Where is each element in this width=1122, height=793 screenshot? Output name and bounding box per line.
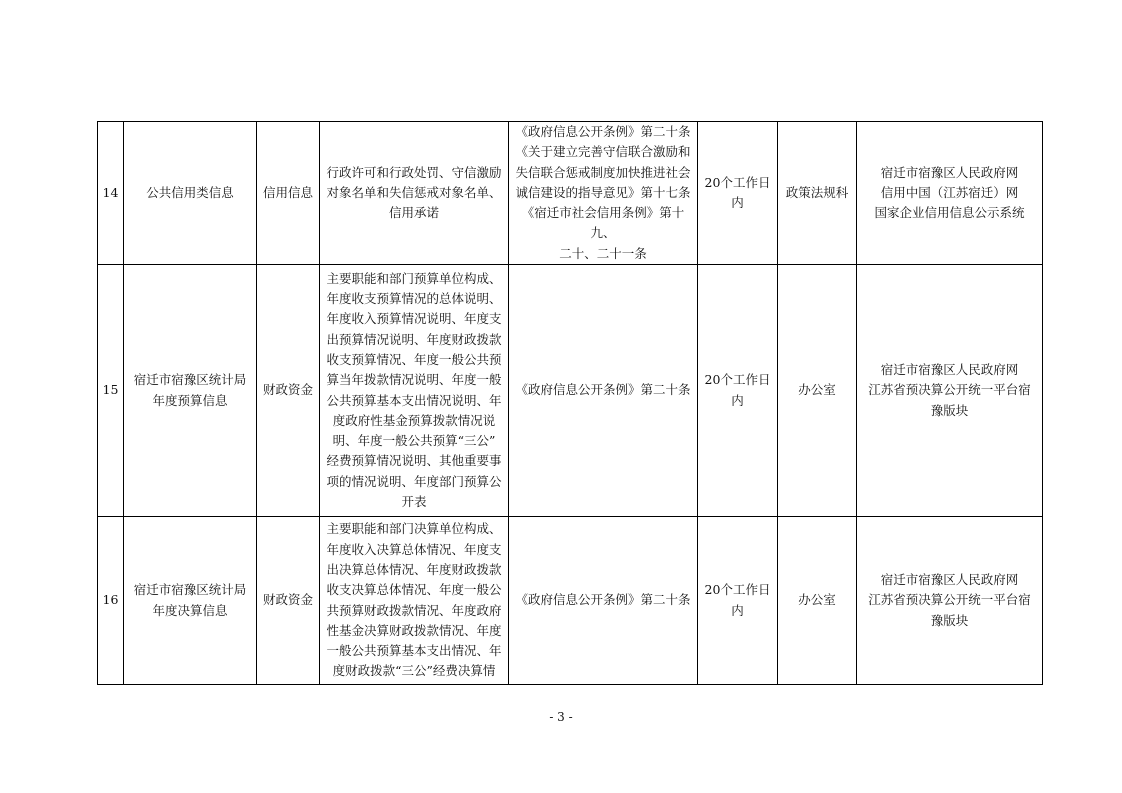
row-number: 16 xyxy=(98,517,124,685)
content-line: 公共预算基本支出情况说明、年 xyxy=(326,392,502,408)
channel-cell xyxy=(857,517,1043,685)
content-line: 明、年度一般公共预算“三公” xyxy=(332,433,496,449)
item-line: 年度决算信息 xyxy=(152,602,228,618)
basis-line: 《宿迁市社会信用条例》第十九、 xyxy=(521,205,685,241)
time-limit: 20个工作日内 xyxy=(698,122,778,265)
item-name xyxy=(124,517,257,685)
department: 政策法规科 xyxy=(778,122,857,265)
content-line: 项的情况说明、年度部门预算公 xyxy=(326,473,502,489)
channel-cell xyxy=(857,122,1043,265)
disclosure-table xyxy=(97,121,1043,685)
basis-line: 《政府信息公开条例》第二十条 xyxy=(515,124,691,139)
content-line: 主要职能和部门预算单位构成、 xyxy=(326,270,502,286)
content-cell xyxy=(320,122,509,265)
content-line: 对象名单和失信惩戒对象名单、 xyxy=(326,184,502,200)
content-line: 出决算总体情况、年度财政拨款 xyxy=(326,561,502,577)
content-line: 收支决算总体情况、年度一般公 xyxy=(326,582,502,598)
content-cell xyxy=(320,265,509,517)
channel-line: 豫版块 xyxy=(930,612,969,628)
table-row xyxy=(98,517,1043,685)
content-cell xyxy=(320,517,509,685)
content-line: 年度收入决算总体情况、年度支 xyxy=(326,541,502,557)
content-line: 出预算情况说明、年度财政拨款 xyxy=(326,331,502,347)
department: 办公室 xyxy=(778,265,857,517)
content-line: 一般公共预算基本支出情况、年 xyxy=(326,643,502,659)
channel-line: 信用中国（江苏宿迁）网 xyxy=(880,184,1019,200)
info-category: 财政资金 xyxy=(257,517,320,685)
content-line: 算当年拨款情况说明、年度一般 xyxy=(326,372,502,388)
channel-line: 宿迁市宿豫区人民政府网 xyxy=(880,572,1019,588)
channel-line: 豫版块 xyxy=(930,402,969,418)
basis-line: 失信联合惩戒制度加快推进社会 xyxy=(515,164,691,180)
row-number: 15 xyxy=(98,265,124,517)
basis-cell: 《政府信息公开条例》第二十条 xyxy=(509,265,698,517)
channel-line: 国家企业信用信息公示系统 xyxy=(874,205,1025,221)
time-limit: 20个工作日内 xyxy=(698,517,778,685)
row-number: 14 xyxy=(98,122,124,265)
basis-line: 二十、二十一条 xyxy=(559,245,647,261)
channel-line: 宿迁市宿豫区人民政府网 xyxy=(880,362,1019,378)
item-line: 宿迁市宿豫区统计局 xyxy=(133,582,247,598)
basis-cell: 《政府信息公开条例》第二十条 xyxy=(509,517,698,685)
content-line: 信用承诺 xyxy=(388,205,439,221)
content-line: 性基金决算财政拨款情况、年度 xyxy=(326,622,502,638)
channel-cell xyxy=(857,265,1043,517)
channel-line: 江苏省预决算公开统一平台宿 xyxy=(868,382,1031,398)
item-name: 公共信用类信息 xyxy=(124,122,257,265)
table-row xyxy=(98,265,1043,517)
channel-line: 宿迁市宿豫区人民政府网 xyxy=(880,164,1019,180)
content-line: 度政府性基金预算拨款情况说 xyxy=(332,412,496,428)
content-line: 共预算财政拨款情况、年度政府 xyxy=(326,602,502,618)
content-line: 行政许可和行政处罚、守信激励 xyxy=(326,164,502,180)
channel-line: 江苏省预决算公开统一平台宿 xyxy=(868,592,1031,608)
item-line: 年度预算信息 xyxy=(152,392,228,408)
page-number: - 3 - xyxy=(549,710,573,724)
content-line: 年度收入预算情况说明、年度支 xyxy=(326,311,502,327)
basis-line: 诚信建设的指导意见》第十七条 xyxy=(515,184,691,200)
content-line: 度财政拨款“三公”经费决算情 xyxy=(332,663,496,679)
content-line: 年度收支预算情况的总体说明、 xyxy=(326,291,502,307)
item-line: 宿迁市宿豫区统计局 xyxy=(133,372,247,388)
department: 办公室 xyxy=(778,517,857,685)
basis-line: 《关于建立完善守信联合激励和 xyxy=(515,144,691,160)
basis-cell xyxy=(509,122,698,265)
content-line: 主要职能和部门决算单位构成、 xyxy=(326,521,502,537)
content-line: 开表 xyxy=(401,494,427,510)
info-category: 信用信息 xyxy=(257,122,320,265)
info-category: 财政资金 xyxy=(257,265,320,517)
content-line: 收支预算情况、年度一般公共预 xyxy=(326,351,502,367)
item-name xyxy=(124,265,257,517)
table-row xyxy=(98,122,1043,265)
content-line: 经费预算情况说明、其他重要事 xyxy=(326,453,502,469)
time-limit: 20个工作日内 xyxy=(698,265,778,517)
